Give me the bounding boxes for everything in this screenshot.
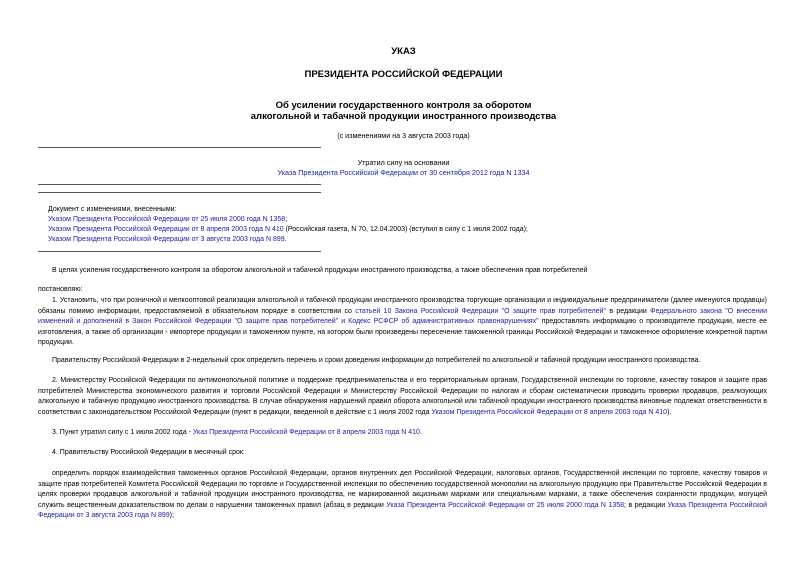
doc-type-title: УКАЗ xyxy=(391,46,416,57)
subject-line-2: алкогольной и табачной продукции иностранного производства xyxy=(250,111,557,122)
changes-heading: Документ с изменениями, внесенными: xyxy=(48,206,177,213)
amendment-note: (с изменениями на 3 августа 2003 года) xyxy=(337,131,470,140)
law-link[interactable]: Федерального закона "О внесении изменений и дополнений в Закон Российской Федерации "О защите прав потребителей" и Кодекс РСФСР об административных правонарушениях" xyxy=(38,307,768,326)
decree-link[interactable]: Указ Президента Российской Федерации от 8 апреля 2003 года N 410 xyxy=(192,429,420,436)
law-link[interactable]: статьей 10 Закона Российской Федерации "О защите прав потребителей" xyxy=(355,307,607,315)
issuer-title: ПРЕЗИДЕНТА РОССИЙСКОЙ ФЕДЕРАЦИИ xyxy=(304,69,503,80)
divider xyxy=(38,251,321,252)
decree-link[interactable]: Указа Президента Российской Федерации от 3 августа 2003 года N 899 xyxy=(38,501,768,520)
paragraph-3: 3. Пункт утратил силу с 1 июля 2002 года - Указ Президента Российской Федерации от 8 апреля 2003 года N 410. xyxy=(52,429,422,436)
paragraph-4-a: определить порядок взаимодействия таможенных органов Российской Федерации, органов внутренних дел Российской Федерации, налоговых органов, Государственной инспекции по торговле, качеству товаров и защите прав потребителей Комитета Российской Федерации по торговле и Государственной инспекции по обеспечению государственной монополии на алкогольную продукцию при Правительстве Российской Федерации в целях проверки продавцов алкогольной и табачной продукции иностранного производства, не маркированной акцизными марками или специальными марками, а также обеспечения сохранности продукции, могущей служить вещественным доказательством по делам о нарушении таможенных правил (абзац в редакции Указа Президента Российской Федерации от 25 июля 2000 года N 1358; в редакции Указа Президента Российской Федерации от 3 августа 2003 года N 899); xyxy=(38,470,768,520)
repeal-note: Утратил силу на основании xyxy=(357,158,450,167)
amendment-link[interactable]: Указом Президента Российской Федерации от 25 июля 2000 года N 1358 xyxy=(48,216,286,223)
decree-link[interactable]: Указа Президента Российской Федерации от 25 июля 2000 года N 1358 xyxy=(386,501,625,509)
intro-paragraph: В целях усиления государственного контроля за оборотом алкогольной и табачной продукции иностранного производства, а также обеспечения прав потребителей xyxy=(52,267,588,274)
decree-word: постановляю: xyxy=(38,286,83,293)
changes-item: Указом Президента Российской Федерации от 8 апреля 2003 года N 410 (Российская газета, N 70, 12.04.2003) (вступил в силу с 1 июля 2002 года); xyxy=(48,226,528,233)
divider xyxy=(38,184,321,185)
paragraph-4: 4. Правительству Российской Федерации в месячный срок: xyxy=(52,449,245,456)
amendment-link[interactable]: Указом Президента Российской Федерации от 3 августа 2003 года N 899 xyxy=(48,236,285,243)
amendment-link[interactable]: Указом Президента Российской Федерации от 8 апреля 2003 года N 410 xyxy=(48,226,284,233)
paragraph-2: 2. Министерству Российской Федерации по антимонопольной политике и поддержке предпринимательства и его территориальным органам, Государственной инспекции по торговле, качеству товаров и защите прав потребителей Министерства экономического развития и торговли Российской Федерации и Министерству Российской Федерации по налогам и сборам систематически проводить проверки продавцов, реализующих алкогольную и табачную продукцию иностранного производства. В случае обнаружения нарушений правил оборота алкогольной или табачной продукции иностранного производства виновные подлежат ответственности в соответствии с законодательством Российской Федерации (пункт в редакции, введенной в действие с 1 июля 2002 года Указом Президента Российской Федерации от 8 апреля 2003 года N 410). xyxy=(38,377,767,416)
divider xyxy=(38,147,321,148)
decree-link[interactable]: Указом Президента Российской Федерации от 8 апреля 2003 года N 410 xyxy=(431,408,668,416)
subject-line-1: Об усилении государственного контроля за оборотом xyxy=(275,100,532,111)
changes-item: Указом Президента Российской Федерации от 3 августа 2003 года N 899. xyxy=(48,236,287,243)
paragraph-1-b: Правительству Российской Федерации в 2-недельный срок определить перечень и сроки доведения информации до потребителей по алкогольной и табачной продукции иностранного производства. xyxy=(52,357,701,364)
divider xyxy=(38,192,321,193)
repeal-link[interactable]: Указа Президента Российской Федерации от 30 сентября 2012 года N 1334 xyxy=(277,168,530,177)
changes-item: Указом Президента Российской Федерации от 25 июля 2000 года N 1358; xyxy=(48,216,288,223)
paragraph-1: 1. Установить, что при розничной и мелкооптовой реализации алкогольной и табачной продукции иностранного производства торгующие организации и индивидуальные предприниматели (далее именуются продавцы) обязаны помимо информации, предоставляемой в обязательном порядке в соответствии со статьей 10 Закона Российской Федерации "О защите прав потребителей" в редакции Федерального закона "О внесении изменений и дополнений в Закон Российской Федерации "О защите прав потребителей" и Кодекс РСФСР об административных правонарушениях" предоставлять информацию о производителе продукции, месте ее изготовления, а также об организации - импортере продукции и таможенном пункте, на котором были произведены пересечение таможенной границы Российской Федерации и таможенное оформление конкретной партии продукции. xyxy=(38,297,768,347)
